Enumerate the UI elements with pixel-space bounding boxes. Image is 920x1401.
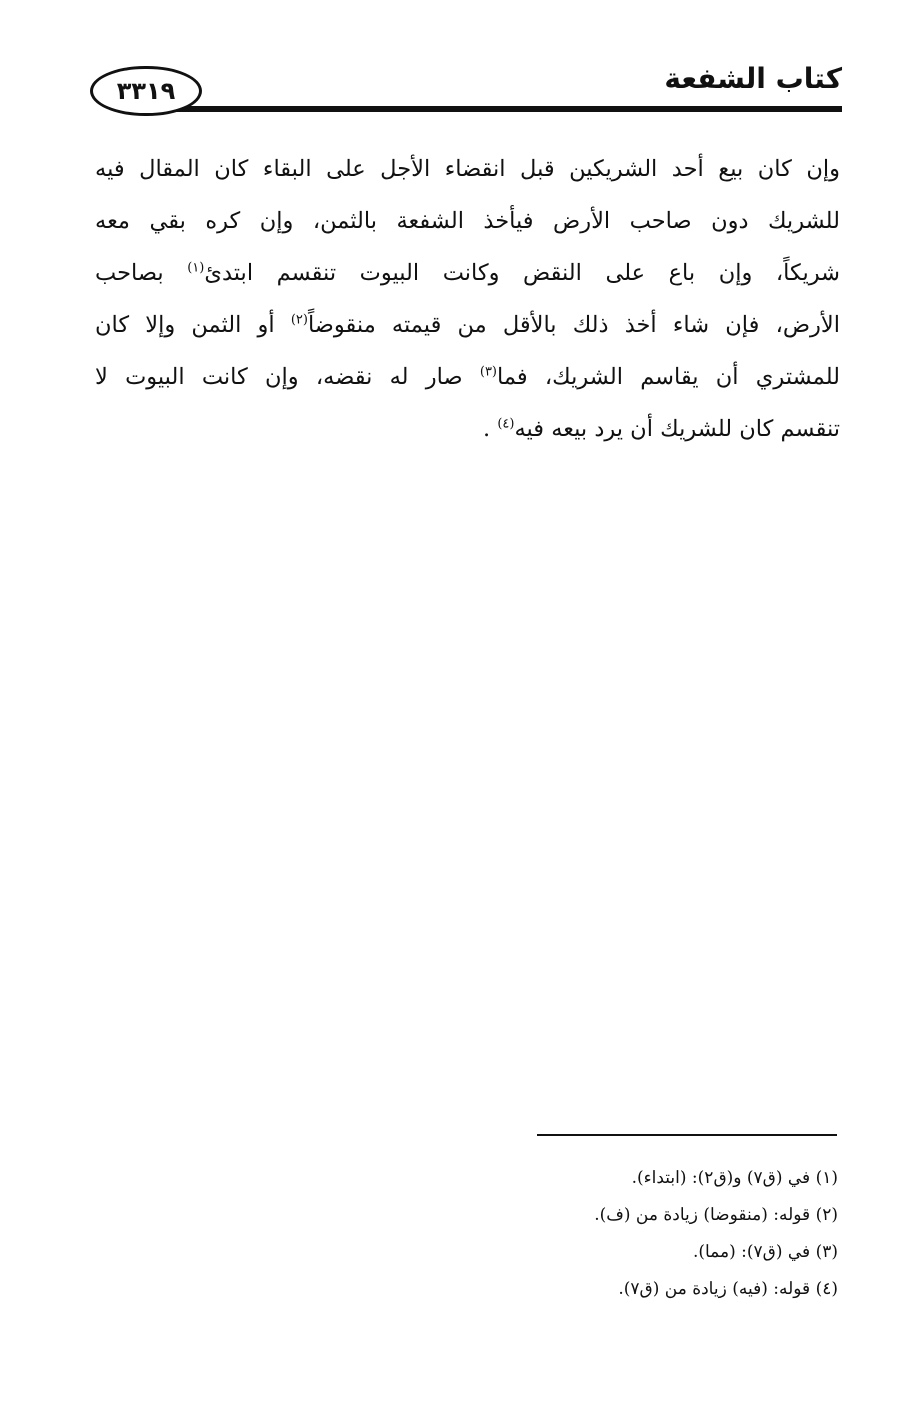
footnote: (٤) قوله: (فيه) زيادة من (ق٧). bbox=[618, 1279, 838, 1299]
footnote-ref: (٣) bbox=[479, 364, 497, 380]
footnote-ref: (٢) bbox=[290, 312, 308, 328]
footnote: (٣) في (ق٧): (مما). bbox=[692, 1242, 838, 1262]
text-line: تنقسم كان للشريك أن يرد بيعه فيه$^{(٤)}$ . bbox=[483, 416, 840, 442]
header-rule bbox=[175, 106, 842, 112]
footnote-separator bbox=[537, 1134, 837, 1136]
page-number: ٣٣١٩ bbox=[116, 77, 176, 105]
body-text bbox=[95, 143, 840, 455]
page-header bbox=[80, 60, 842, 120]
footnotes bbox=[238, 1160, 838, 1308]
page-number-oval bbox=[90, 66, 202, 116]
footnote-ref: (٤) bbox=[497, 416, 515, 432]
footnote: (١) في (ق٧) و(ق٢): (ابتداء). bbox=[631, 1168, 838, 1188]
footnote: (٢) قوله: (منقوضا) زيادة من (ف). bbox=[594, 1205, 838, 1225]
text-line: للمشتري أن يقاسم الشريك، فما$^{(٣)}$ صار له نقضه، وإن كانت البيوت لا bbox=[95, 364, 840, 390]
book-title: كتاب الشفعة bbox=[664, 62, 842, 95]
footnote-ref: (١) bbox=[187, 260, 205, 276]
text-line: وإن كان بيع أحد الشريكين قبل انقضاء الأجل على البقاء كان المقال فيه bbox=[95, 156, 840, 182]
text-line: للشريك دون صاحب الأرض فيأخذ الشفعة بالثمن، وإن كره بقي معه bbox=[95, 208, 840, 234]
text-line: الأرض، فإن شاء أخذ ذلك بالأقل من قيمته منقوضاً$^{(٢)}$ أو الثمن وإلا كان bbox=[95, 312, 840, 338]
text-line: شريكاً، وإن باع على النقض وكانت البيوت تنقسم ابتدئ$^{(١)}$ بصاحب bbox=[95, 260, 840, 286]
